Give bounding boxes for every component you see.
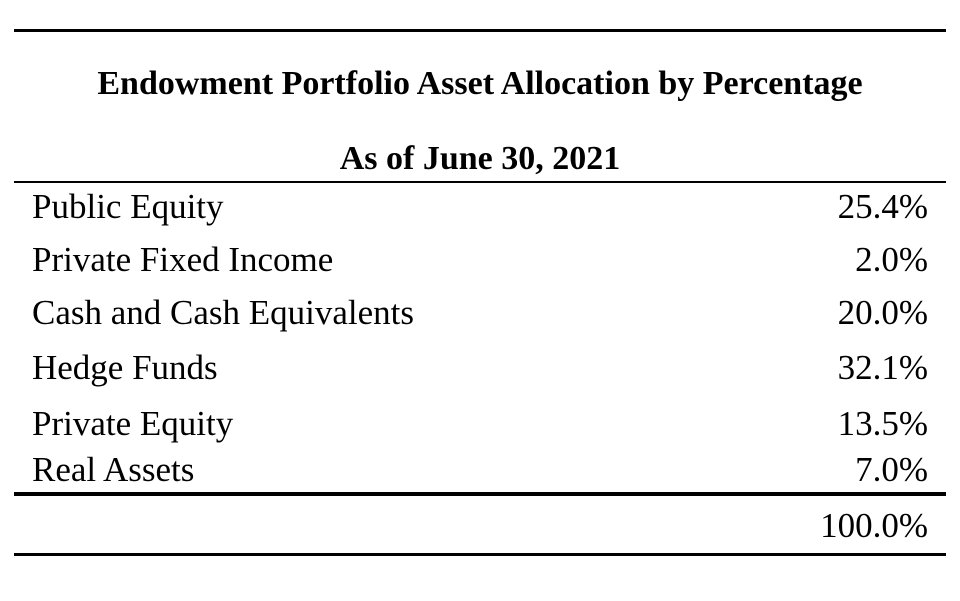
row-label: Private Fixed Income <box>32 240 334 279</box>
table-subtitle: As of June 30, 2021 <box>339 140 621 177</box>
table-title: Endowment Portfolio Asset Allocation by Percentage <box>97 65 863 102</box>
row-label: Public Equity <box>32 187 224 226</box>
row-label: Private Equity <box>32 404 234 443</box>
table-row <box>30 448 928 492</box>
top-rule <box>14 29 946 32</box>
row-label: Real Assets <box>32 450 195 489</box>
row-label: Cash and Cash Equivalents <box>32 293 415 332</box>
table-row <box>30 291 928 335</box>
total-rule <box>14 492 946 496</box>
table-row <box>30 238 928 282</box>
row-label: Hedge Funds <box>32 348 218 387</box>
total-row <box>30 504 928 548</box>
header-rule <box>14 181 946 183</box>
table-row <box>30 402 928 446</box>
row-value: 32.1% <box>837 348 928 387</box>
row-value: 25.4% <box>837 187 928 226</box>
row-value: 7.0% <box>855 450 928 489</box>
table-row <box>30 346 928 390</box>
total-value: 100.0% <box>820 506 928 545</box>
bottom-rule <box>14 553 946 556</box>
row-value: 20.0% <box>837 293 928 332</box>
table-row <box>30 185 928 229</box>
row-value: 2.0% <box>855 240 928 279</box>
row-value: 13.5% <box>837 404 928 443</box>
